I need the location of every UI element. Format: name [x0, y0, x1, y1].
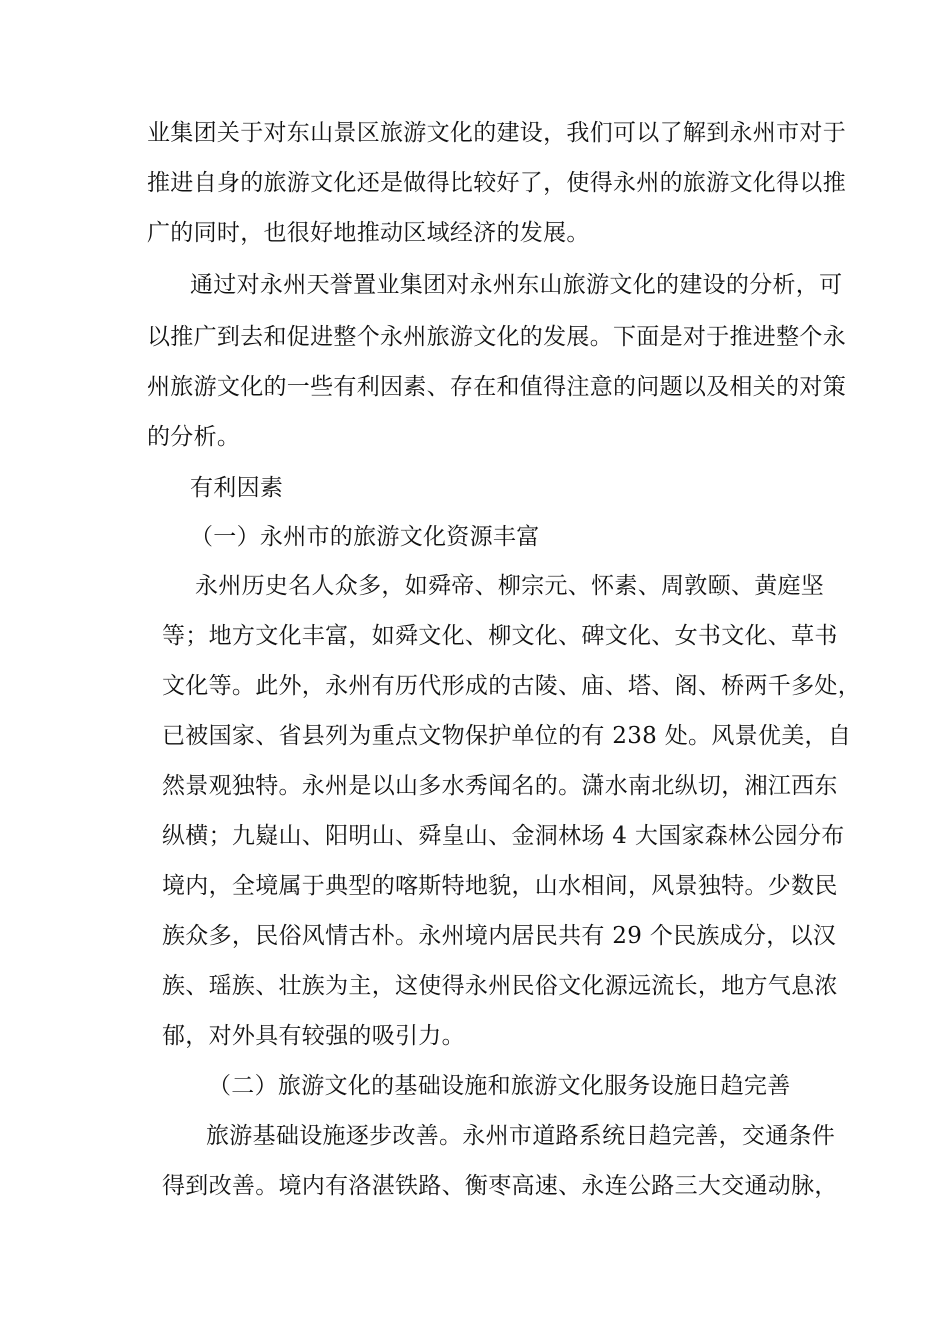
subsection-heading: （一）永州市的旅游文化资源丰富 [190, 524, 540, 550]
paragraph-line: 族、瑶族、壮族为主，这使得永州民俗文化源远流长，地方气息浓 [162, 973, 838, 999]
paragraph-line: 得到改善。境内有洛湛铁路、衡枣高速、永连公路三大交通动脉， [162, 1173, 838, 1199]
paragraph-line: 族众多，民俗风情古朴。永州境内居民共有 29 个民族成分，以汉 [162, 923, 837, 949]
paragraph-line: 已被国家、省县列为重点文物保护单位的有 238 处。风景优美，自 [162, 723, 852, 749]
paragraph-line: 文化等。此外，永州有历代形成的古陵、庙、塔、阁、桥两千多处， [162, 673, 861, 699]
paragraph-line: 永州历史名人众多，如舜帝、柳宗元、怀素、周敦颐、黄庭坚 [195, 573, 825, 599]
paragraph-line: 旅游基础设施逐步改善。永州市道路系统日趋完善，交通条件 [206, 1123, 836, 1149]
paragraph-line: 纵横；九嶷山、阳明山、舜皇山、金洞林场 4 大国家森林公园分布 [162, 823, 845, 849]
paragraph-line: 等；地方文化丰富，如舜文化、柳文化、碑文化、女书文化、草书 [162, 623, 838, 649]
paragraph-line: 的分析。 [147, 424, 241, 450]
paragraph-line: 州旅游文化的一些有利因素、存在和值得注意的问题以及相关的对策 [147, 374, 846, 400]
paragraph-line: 通过对永州天誉置业集团对永州东山旅游文化的建设的分析，可 [190, 272, 843, 298]
paragraph-line: 以推广到去和促进整个永州旅游文化的发展。下面是对于推进整个永 [147, 324, 846, 350]
paragraph-line: 然景观独特。永州是以山多水秀闻名的。潇水南北纵切，湘江西东 [162, 773, 838, 799]
paragraph-line: 业集团关于对东山景区旅游文化的建设，我们可以了解到永州市对于 [147, 120, 846, 146]
paragraph-line: 郁，对外具有较强的吸引力。 [162, 1023, 465, 1049]
paragraph-line: 推进自身的旅游文化还是做得比较好了，使得永州的旅游文化得以推 [147, 170, 846, 196]
section-heading: 有利因素 [190, 475, 284, 501]
paragraph-line: 广的同时，也很好地推动区域经济的发展。 [147, 220, 590, 246]
subsection-heading: （二）旅游文化的基础设施和旅游文化服务设施日趋完善 [208, 1073, 791, 1099]
paragraph-line: 境内，全境属于典型的喀斯特地貌，山水相间，风景独特。少数民 [162, 873, 838, 899]
